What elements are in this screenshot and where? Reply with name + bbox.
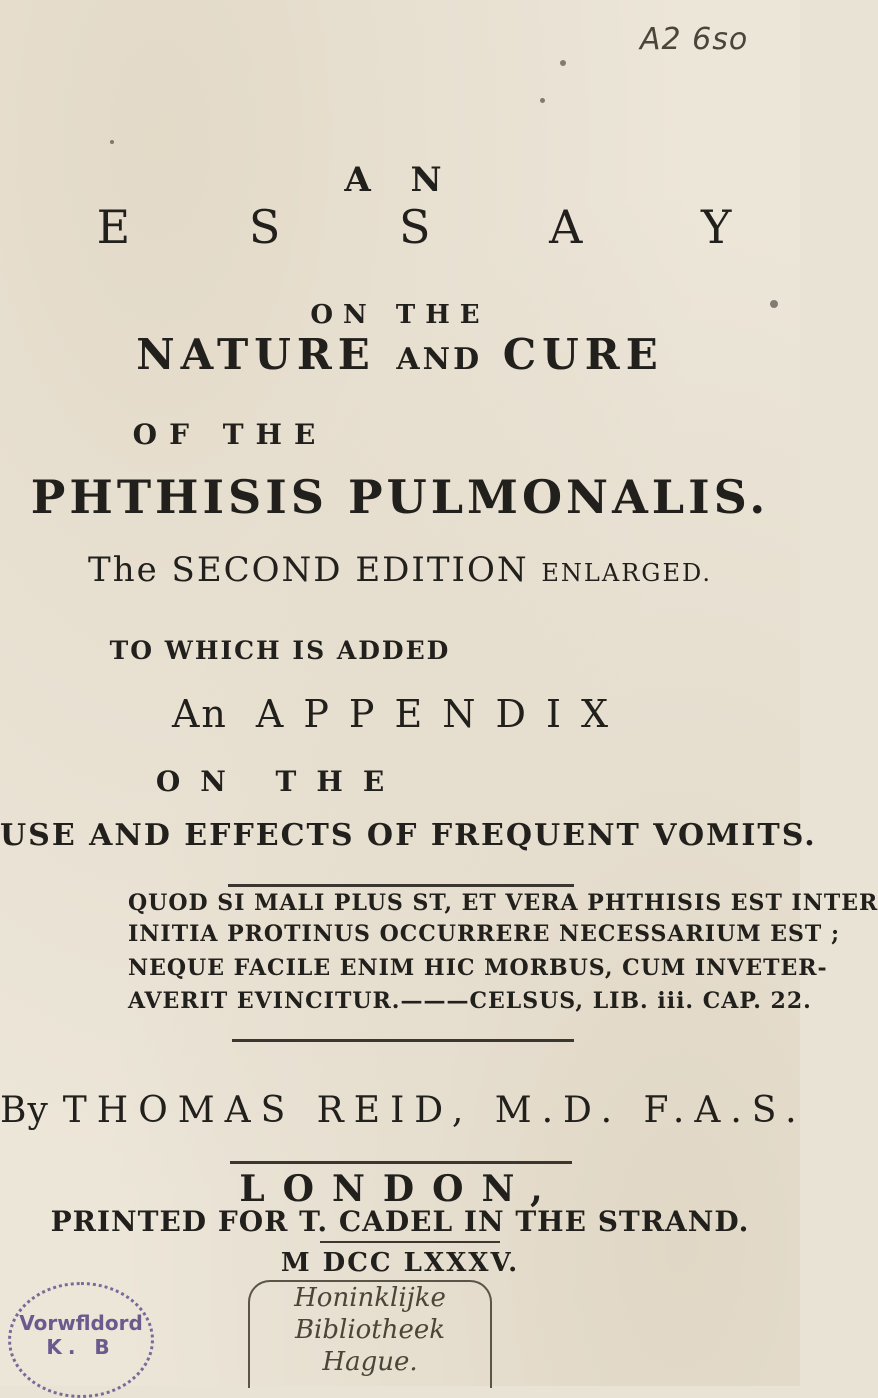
epigraph-line: INITIA PROTINUS OCCURRERE NECESSARIUM EST ; [128, 921, 841, 947]
library-stamp [8, 1282, 154, 1398]
divider-rule [320, 1241, 500, 1243]
title-on-the: ON THE [310, 300, 490, 330]
imprint-city: LONDON, [239, 1168, 561, 1210]
title-cure: CURE [482, 330, 664, 379]
imprint-printer: PRINTED FOR T. CADEL IN THE STRAND. [50, 1205, 750, 1238]
epigraph-line: QUOD SI MALI PLUS ST, ET VERA PHTHISIS EST INTER [128, 890, 878, 916]
title-of-the: OF THE [132, 418, 328, 451]
title-phthisis: PHTHISIS PULMONALIS. [30, 470, 770, 524]
epigraph-line: AVERIT EVINCITUR.———CELSUS, LIB. iii. CAP. 22. [128, 988, 812, 1014]
foxing-spot [540, 98, 545, 103]
title-essay: E S S A Y [96, 200, 784, 254]
foxing-spot [560, 60, 566, 66]
appendix-intro: TO WHICH IS ADDED [109, 636, 451, 665]
title-article: A N [344, 160, 456, 200]
inscription-line: Honinklijke [294, 1283, 446, 1313]
title-nature: NATURE [136, 330, 397, 379]
foxing-spot [110, 140, 114, 144]
author-by: By [0, 1090, 49, 1131]
appendix-an: An [171, 692, 228, 736]
author-line [0, 1090, 807, 1131]
author-name: THOMAS REID, M.D. F.A.S. [62, 1090, 807, 1131]
divider-rule [230, 1161, 572, 1164]
shelfmark-annotation: A2 6so [640, 22, 749, 57]
divider-rule [232, 1039, 574, 1042]
inscription-line: Bibliotheek [294, 1315, 446, 1345]
edition-statement [0, 550, 800, 590]
library-inscription [248, 1280, 492, 1388]
appendix-heading [0, 692, 800, 736]
appendix-word: APPENDIX [255, 692, 629, 736]
divider-rule [228, 884, 574, 887]
title-nature-and-cure [0, 330, 800, 379]
edition-enlarged: ENLARGED. [541, 559, 712, 587]
inscription-line: Hague. [322, 1347, 418, 1377]
appendix-subject: USE AND EFFECTS OF FREQUENT VOMITS. [0, 818, 817, 853]
epigraph-line: NEQUE FACILE ENIM HIC MORBUS, CUM INVETER- [128, 955, 828, 981]
edition-second: SECOND EDITION [158, 550, 542, 590]
foxing-spot [770, 300, 778, 308]
imprint-date: M DCC LXXXV. [280, 1248, 520, 1278]
edition-the: The [88, 550, 159, 590]
stamp-line: K. B [46, 1335, 116, 1359]
appendix-on-the: ON THE [155, 765, 405, 798]
title-and: AND [396, 342, 483, 377]
stamp-line: Vorwfldord [19, 1311, 143, 1335]
